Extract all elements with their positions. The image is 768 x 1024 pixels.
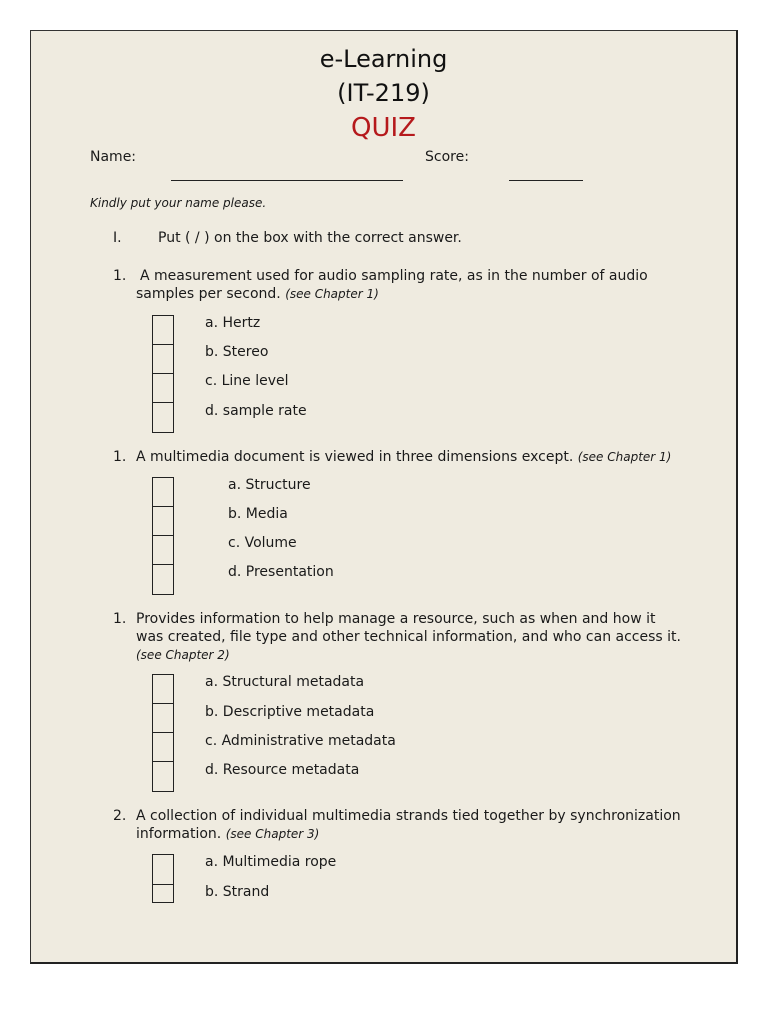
quiz-sheet [30, 30, 738, 964]
question-line: was created, file type and other technical information, and who can access it. [136, 629, 681, 645]
checkbox-q4-a[interactable] [152, 854, 174, 884]
question-line: Provides information to help manage a resource, such as when and how it [136, 611, 656, 627]
chapter-ref: (see Chapter 2) [136, 648, 230, 662]
question-text [136, 807, 696, 843]
option-q3-c: c. Administrative metadata [205, 733, 396, 749]
option-q3-b: b. Descriptive metadata [205, 704, 375, 720]
checkbox-q1-c[interactable] [152, 373, 174, 402]
option-q1-b: b. Stereo [205, 344, 269, 360]
checkbox-q1-d[interactable] [152, 402, 174, 433]
checkbox-q2-a[interactable] [152, 477, 174, 506]
chapter-ref: (see Chapter 3) [225, 827, 320, 841]
option-q2-a: a. Structure [228, 477, 311, 493]
question-line: A multimedia document is viewed in three dimensions except. [136, 449, 574, 465]
question-line: samples per second. [136, 286, 281, 302]
section-instruction [113, 230, 462, 246]
question-number: 1. [113, 449, 127, 465]
checkbox-q3-a[interactable] [152, 674, 174, 703]
quiz-heading: QUIZ [351, 113, 416, 143]
option-q1-d: d. sample rate [205, 403, 307, 419]
chapter-ref: (see Chapter 1) [285, 287, 379, 301]
question-text-cont [136, 285, 696, 303]
question-number: 2. [113, 808, 127, 824]
score-field-line[interactable] [509, 180, 583, 181]
question-text [136, 448, 696, 466]
option-q2-b: b. Media [228, 506, 288, 522]
question-line: A measurement used for audio sampling rate, as in the number of audio [140, 268, 648, 284]
course-title: e-Learning [319, 45, 448, 73]
option-q1-c: c. Line level [205, 373, 289, 389]
checkbox-q3-d[interactable] [152, 761, 174, 792]
question-text [136, 610, 696, 664]
checkbox-q2-c[interactable] [152, 535, 174, 564]
instruction-text: Kindly put your name please. [90, 196, 267, 210]
section-numeral: I. [113, 230, 122, 246]
checkbox-q3-c[interactable] [152, 732, 174, 761]
option-q4-b: b. Strand [205, 884, 270, 900]
checkbox-q3-b[interactable] [152, 703, 174, 732]
option-q3-d: d. Resource metadata [205, 762, 360, 778]
question-number: 1. [113, 611, 127, 627]
checkbox-q2-d[interactable] [152, 564, 174, 595]
checkbox-q4-b[interactable] [152, 884, 174, 903]
option-q2-c: c. Volume [228, 535, 297, 551]
section-text: Put ( / ) on the box with the correct answer. [158, 230, 462, 246]
course-code: (IT-219) [337, 79, 430, 107]
option-q1-a: a. Hertz [205, 315, 261, 331]
chapter-ref: (see Chapter 1) [577, 450, 672, 464]
name-label: Name: [90, 149, 137, 165]
option-q3-a: a. Structural metadata [205, 674, 365, 690]
checkbox-q1-b[interactable] [152, 344, 174, 373]
question-line: information. [136, 826, 222, 842]
score-label: Score: [425, 149, 469, 165]
question-number: 1. [113, 268, 127, 284]
question-line: A collection of individual multimedia strands tied together by synchronization [136, 808, 681, 824]
checkbox-q2-b[interactable] [152, 506, 174, 535]
checkbox-q1-a[interactable] [152, 315, 174, 344]
name-field-line[interactable] [171, 180, 403, 181]
option-q2-d: d. Presentation [228, 564, 334, 580]
option-q4-a: a. Multimedia rope [205, 854, 337, 870]
question-text [140, 267, 700, 285]
